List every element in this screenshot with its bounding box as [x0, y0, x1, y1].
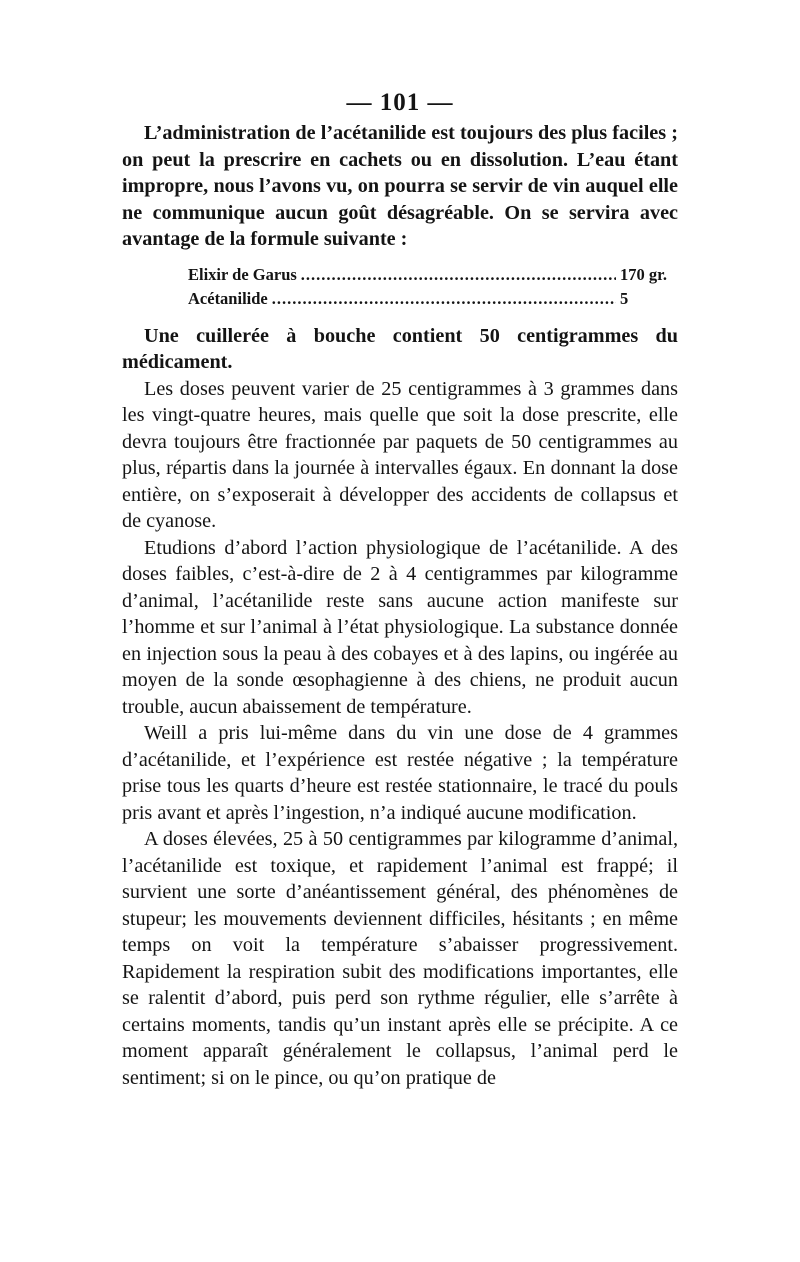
paragraph-dose-spoon: Une cuillerée à bouche contient 50 centigrammes du médicament.: [122, 324, 678, 373]
formula-ingredient: Acétanilide: [188, 288, 268, 308]
formula-quantity: 5: [620, 288, 629, 308]
formula-row-elixir: [122, 263, 678, 287]
paragraph-doses: Les doses peuvent varier de 25 centigrammes à 3 grammes dans les vingt-quatre heures, mais quelle que soit la dose prescrite, elle devra toujours être fractionnée par paquets de 50 centigrammes au plus, répartis dans la journée à intervalles égaux. En donnant la dose entière, on s’exposerait à développer des accidents de collapsus et de cyanose.: [122, 377, 678, 532]
paragraph-physiological-action: Etudions d’abord l’action physiologique de l’acétanilide. A des doses faibles, c’est-à-dire de 2 à 4 centigrammes par kilogramme d’animal, l’acétanilide reste sans aucune action manifeste sur l’homme et sur l’animal à l’état physiologique. La substance donnée en injection sous la peau à des cobayes et à des lapins, ou ingérée au moyen de la sonde œsophagienne à des chiens, ne produit aucun trouble, aucun abaissement de température.: [122, 536, 678, 718]
formula-ingredient: Elixir de Garus: [188, 264, 297, 284]
book-page: [122, 88, 678, 1091]
paragraph-administration: L’administration de l’acétanilide est toujours des plus faciles ; on peut la prescrire en cachets ou en dissolution. L’eau étant impropre, nous l’avons vu, on pourra se servir de vin auquel elle ne communique aucun goût désagréable. On se servira avec avantage de la formule suivante :: [122, 122, 678, 250]
paragraph-weill-experiment: Weill a pris lui-même dans du vin une dose de 4 grammes d’acétanilide, et l’expérience est restée négative ; la température prise tous les quarts d’heure est restée stationnaire, le tracé du pouls pris avant et après l’ingestion, n’a indiqué aucune modification.: [122, 722, 678, 824]
dot-leader: [301, 263, 616, 287]
formula-table: [122, 263, 678, 311]
paragraph-high-doses: A doses élevées, 25 à 50 centigrammes par kilogramme d’animal, l’acétanilide est toxique, et rapidement l’animal est frappé; il survient une sorte d’anéantissement général, des phénomènes de stupeur; les mouvements deviennent difficiles, hésitants ; en même temps on voit la température s’abaisser progressivement. Rapidement la respiration subit des modifications importantes, elle se ralentit d’abord, puis perd son rythme régulier, elle s’arrête à certains moments, tandis qu’un instant après elle se précipite. A ce moment apparaît généralement le collapsus, l’animal perd le sentiment; si on le pince, ou qu’on pratique de: [122, 828, 678, 1089]
page-number: — 101 —: [346, 89, 454, 116]
formula-quantity: 170 gr.: [620, 264, 668, 284]
dot-leader: [272, 287, 616, 311]
formula-row-acetanilide: [122, 287, 678, 311]
